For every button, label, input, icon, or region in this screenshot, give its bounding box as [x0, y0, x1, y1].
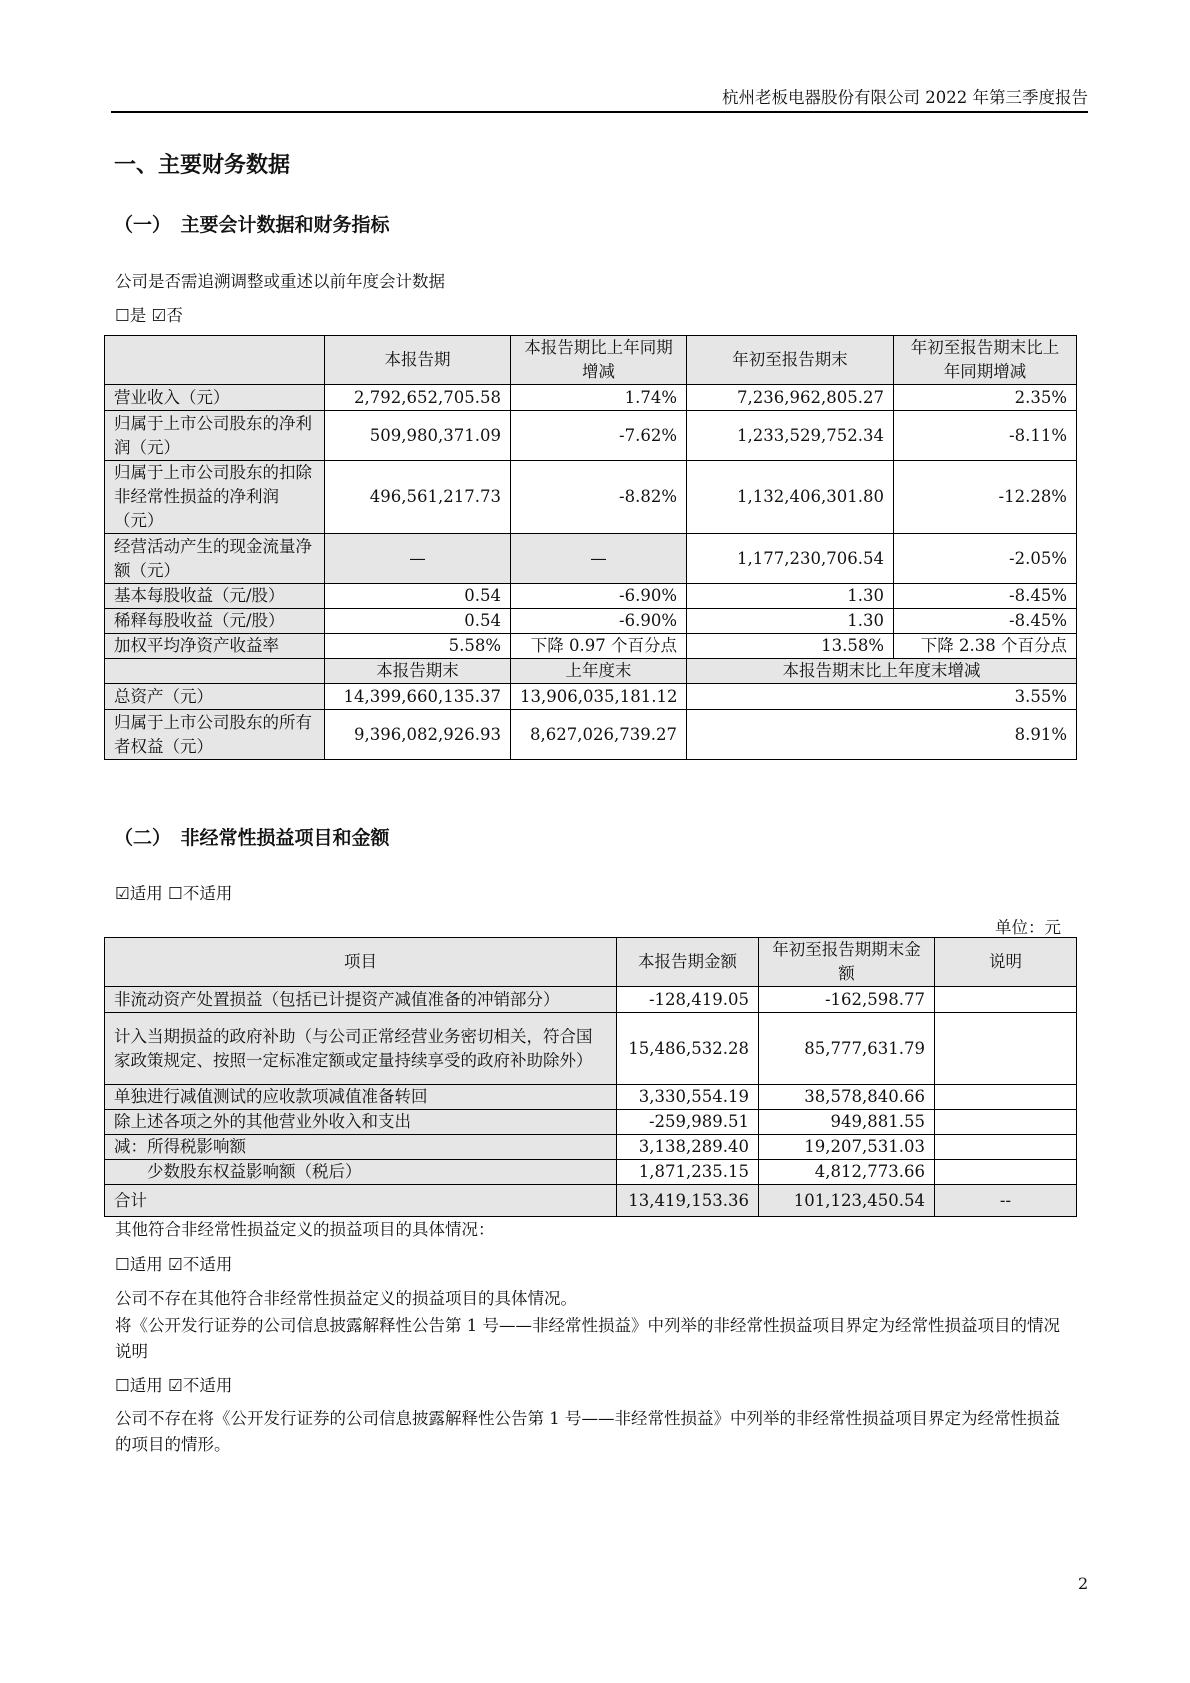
note-paragraph: 公司不存在将《公开发行证券的公司信息披露解释性公告第 1 号——非经常性损益》中列举的非经常性损益项目界定为经常性损益的项目的情形。 [115, 1409, 1060, 1454]
table-cell: 总资产（元） [105, 684, 325, 710]
table-cell: 1.30 [687, 584, 894, 609]
table-row [105, 710, 1077, 760]
table-cell: 非流动资产处置损益（包括已计提资产减值准备的冲销部分） [105, 987, 617, 1013]
table-row [105, 1185, 1077, 1217]
table-cell: 归属于上市公司股东的所有者权益（元） [105, 710, 325, 760]
table-cell: 年初至报告期期末金额 [759, 938, 935, 987]
table-cell: 本报告期末比上年度末增减 [687, 659, 1077, 684]
table-row [105, 609, 1077, 634]
table-cell [935, 1110, 1077, 1135]
table-cell: 2,792,652,705.58 [325, 385, 511, 411]
table-cell: 13,906,035,181.12 [511, 684, 687, 710]
table-cell: 说明 [935, 938, 1077, 987]
table-cell: 0.54 [325, 584, 511, 609]
table-cell: 基本每股收益（元/股） [105, 584, 325, 609]
table-cell: 下降 2.38 个百分点 [894, 634, 1077, 659]
note-paragraph: ☐适用 ☑不适用 [115, 1376, 233, 1395]
table-cell: -128,419.05 [617, 987, 759, 1013]
table-cell: 14,399,660,135.37 [325, 684, 511, 710]
table-cell: -12.28% [894, 461, 1077, 534]
table-cell: 年初至报告期末比上年同期增减 [894, 336, 1077, 385]
table-cell [935, 987, 1077, 1013]
table-cell: -6.90% [511, 584, 687, 609]
table-cell: 496,561,217.73 [325, 461, 511, 534]
table-cell: 509,980,371.09 [325, 411, 511, 461]
table-row [105, 1110, 1077, 1135]
table-cell: 15,486,532.28 [617, 1013, 759, 1085]
table-cell: 年初至报告期末 [687, 336, 894, 385]
table-cell [935, 1013, 1077, 1085]
table-cell: 19,207,531.03 [759, 1135, 935, 1160]
table-cell: 7,236,962,805.27 [687, 385, 894, 411]
table-row [105, 534, 1077, 584]
table-cell: 少数股东权益影响额（税后） [105, 1160, 617, 1185]
table-subheader-row [105, 659, 1077, 684]
table-cell: -8.45% [894, 609, 1077, 634]
table-row [105, 987, 1077, 1013]
table-cell: — [511, 534, 687, 584]
table-cell: 减：所得税影响额 [105, 1135, 617, 1160]
table-row [105, 584, 1077, 609]
table-cell: 1,177,230,706.54 [687, 534, 894, 584]
table-cell: 稀释每股收益（元/股） [105, 609, 325, 634]
subsection-title: （一） 主要会计数据和财务指标 [114, 214, 390, 236]
table-cell: 1,233,529,752.34 [687, 411, 894, 461]
table-row [105, 461, 1077, 534]
table-cell: -8.45% [894, 584, 1077, 609]
table-row [105, 1013, 1077, 1085]
table-cell: 3.55% [687, 684, 1077, 710]
table-cell: 加权平均净资产收益率 [105, 634, 325, 659]
table-cell: 1.74% [511, 385, 687, 411]
table-row [105, 684, 1077, 710]
table-cell: 5.58% [325, 634, 511, 659]
table-cell: 本报告期金额 [617, 938, 759, 987]
table-cell: 下降 0.97 个百分点 [511, 634, 687, 659]
table-cell: 8.91% [687, 710, 1077, 760]
table-cell: 归属于上市公司股东的净利润（元） [105, 411, 325, 461]
table-cell: 13.58% [687, 634, 894, 659]
table-row [105, 1085, 1077, 1110]
table-cell: -- [935, 1185, 1077, 1217]
table-cell: 本报告期比上年同期增减 [511, 336, 687, 385]
table-cell: 除上述各项之外的其他营业外收入和支出 [105, 1110, 617, 1135]
table-cell: 1.30 [687, 609, 894, 634]
table-cell: 项目 [105, 938, 617, 987]
non-recurring-table [104, 937, 1077, 1217]
table-cell: 本报告期末 [325, 659, 511, 684]
table-cell: -6.90% [511, 609, 687, 634]
table-cell [105, 659, 325, 684]
table-cell [935, 1160, 1077, 1185]
unit-label: 单位：元 [995, 918, 1061, 937]
section-title: 一、主要财务数据 [114, 152, 291, 178]
table-cell: 4,812,773.66 [759, 1160, 935, 1185]
table-cell: 归属于上市公司股东的扣除非经常性损益的净利润（元） [105, 461, 325, 534]
table-cell: 3,138,289.40 [617, 1135, 759, 1160]
table-row [105, 1160, 1077, 1185]
table-cell: 单独进行减值测试的应收款项减值准备转回 [105, 1085, 617, 1110]
subsection-title-2: （二） 非经常性损益项目和金额 [114, 827, 390, 849]
note-paragraph: 将《公开发行证券的公司信息披露解释性公告第 1 号——非经常性损益》中列举的非经常性损益项目界定为经常性损益项目的情况说明 [115, 1316, 1060, 1361]
table-cell: 3,330,554.19 [617, 1085, 759, 1110]
table-cell: 13,419,153.36 [617, 1185, 759, 1217]
note-paragraph: ☐适用 ☑不适用 [115, 1255, 233, 1274]
table-cell: 1,132,406,301.80 [687, 461, 894, 534]
table-cell: 9,396,082,926.93 [325, 710, 511, 760]
table-cell: -162,598.77 [759, 987, 935, 1013]
table-cell [105, 336, 325, 385]
table-header-row [105, 938, 1077, 987]
table-cell: 0.54 [325, 609, 511, 634]
table-cell: -259,989.51 [617, 1110, 759, 1135]
table-row [105, 634, 1077, 659]
note-paragraph: 其他符合非经常性损益定义的损益项目的具体情况： [115, 1220, 495, 1239]
table-cell: 1,871,235.15 [617, 1160, 759, 1185]
table-cell: 38,578,840.66 [759, 1085, 935, 1110]
note-paragraph: 公司不存在其他符合非经常性损益定义的损益项目的具体情况。 [115, 1289, 577, 1308]
table-cell: 8,627,026,739.27 [511, 710, 687, 760]
table-row [105, 385, 1077, 411]
table-cell: -2.05% [894, 534, 1077, 584]
financial-data-table [104, 335, 1077, 760]
table-cell: -8.11% [894, 411, 1077, 461]
restate-options: ☐是 ☑否 [115, 306, 183, 325]
table-cell: 计入当期损益的政府补助（与公司正常经营业务密切相关，符合国家政策规定、按照一定标准定额或定量持续享受的政府补助除外） [105, 1013, 617, 1085]
table-cell [935, 1135, 1077, 1160]
page-number: 2 [1078, 1574, 1089, 1593]
table-cell: 2.35% [894, 385, 1077, 411]
restate-question: 公司是否需追溯调整或重述以前年度会计数据 [115, 272, 445, 291]
table-cell: 本报告期 [325, 336, 511, 385]
table-cell: 上年度末 [511, 659, 687, 684]
table-header-row [105, 336, 1077, 385]
table-row [105, 1135, 1077, 1160]
table-cell: 经营活动产生的现金流量净额（元） [105, 534, 325, 584]
table-row [105, 411, 1077, 461]
applicable-options: ☑适用 ☐不适用 [115, 884, 233, 903]
table-cell: — [325, 534, 511, 584]
table-cell: 85,777,631.79 [759, 1013, 935, 1085]
page-header: 杭州老板电器股份有限公司 2022 年第三季度报告 [111, 84, 1088, 113]
table-cell: 合计 [105, 1185, 617, 1217]
table-cell: 101,123,450.54 [759, 1185, 935, 1217]
table-cell: 949,881.55 [759, 1110, 935, 1135]
table-cell: -7.62% [511, 411, 687, 461]
table-cell: 营业收入（元） [105, 385, 325, 411]
table-cell: -8.82% [511, 461, 687, 534]
table-cell [935, 1085, 1077, 1110]
